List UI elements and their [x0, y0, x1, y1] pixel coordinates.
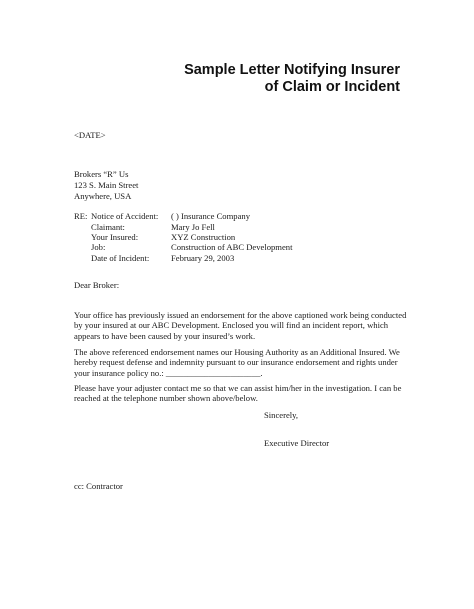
re-row-label: Notice of Accident:	[91, 211, 159, 221]
re-label: RE:	[74, 211, 88, 221]
re-row-value: Construction of ABC Development	[171, 242, 293, 252]
paragraph-1	[74, 310, 407, 341]
paragraph-3	[74, 383, 404, 404]
re-row-value: February 29, 2003	[171, 253, 235, 263]
salutation: Dear Broker:	[74, 280, 120, 290]
signature-title: Executive Director	[264, 438, 330, 448]
recipient-name: Brokers “R” Us	[74, 169, 129, 179]
re-row-value: Mary Jo Fell	[171, 222, 215, 232]
recipient-street: 123 S. Main Street	[74, 180, 139, 190]
re-row-label: Your Insured:	[91, 232, 139, 242]
paragraph-line: hereby request defense and indemnity pursuant to our insurance endorsement and rights under	[74, 357, 398, 368]
cc-line: cc: Contractor	[74, 481, 123, 491]
date-placeholder: <DATE>	[74, 130, 106, 140]
document-title-line-2: of Claim or Incident	[264, 79, 400, 95]
paragraph-line: your insurance policy no.: ______________________.	[74, 367, 263, 378]
re-row-label: Date of Incident:	[91, 253, 150, 263]
paragraph-line: Please have your adjuster contact me so that we can assist him/her in the investigation. I can be	[74, 383, 402, 393]
document-title-line-1: Sample Letter Notifying Insurer	[184, 62, 400, 78]
re-row-label: Claimant:	[91, 222, 125, 232]
paragraph-line: The above referenced endorsement names our Housing Authority as an Additional Insured. We	[74, 347, 400, 357]
re-row-value: ( ) Insurance Company	[171, 211, 250, 221]
re-row-label: Job:	[91, 242, 106, 252]
closing: Sincerely,	[264, 410, 299, 420]
paragraph-line: appears to have been caused by your insured’s work.	[74, 330, 256, 341]
paragraph-line: reached at the telephone number shown above/below.	[74, 393, 258, 404]
paragraph-line: by your insured at our ABC Development. Enclosed you will find an incident report, which	[74, 320, 389, 331]
paragraph-2	[74, 347, 404, 378]
recipient-city: Anywhere, USA	[74, 191, 132, 201]
paragraph-line: Your office has previously issued an endorsement for the above captioned work being conducted	[74, 310, 407, 320]
re-row-value: XYZ Construction	[171, 232, 236, 242]
